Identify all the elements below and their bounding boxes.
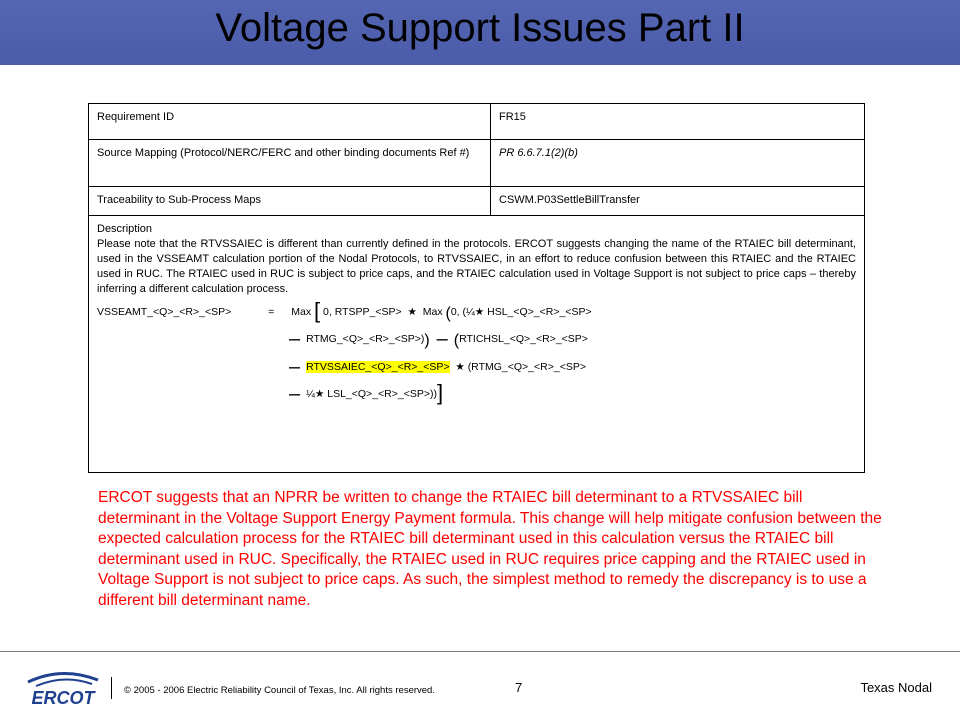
source-mapping-label: Source Mapping (Protocol/NERC/FERC and other binding documents Ref #) [89,140,491,187]
formula-line-3: – RTVSSAIEC_<Q>_<R>_<SP> ★ (RTMG_<Q>_<R>_<SP> [289,356,586,378]
rtvssaiec-highlight: RTVSSAIEC_<Q>_<R>_<SP> [306,361,450,373]
description-cell [89,216,865,473]
slide-title: Voltage Support Issues Part II [215,6,745,50]
copyright-text: © 2005 - 2006 Electric Reliability Council of Texas, Inc. All rights reserved. [124,685,435,696]
formula-line-2: – RTMG_<Q>_<R>_<SP>)) – (RTICHSL_<Q>_<R>_<SP> [289,328,588,350]
traceability-value: CSWM.P03SettleBillTransfer [491,187,865,216]
description-heading: Description [97,223,153,235]
formula-line-4: – ¼★ LSL_<Q>_<R>_<SP>))] [289,380,444,405]
requirement-id-label: Requirement ID [89,104,491,140]
footer-separator [111,677,112,699]
table-row [89,104,865,140]
footer-divider [0,651,960,652]
svg-text:ERCOT: ERCOT [31,688,95,708]
recommendation-note: ERCOT suggests that an NPRR be written to change the RTAIEC bill determinant to a RTVSSAIEC bill determinant in the Voltage Support Energy Payment formula. This change will help mitigate confusion between the expected calculation process for the RTAIEC bill determinant used in this calculation versus the RTAIEC bill determinant used in RUC. Specifically, the RTAIEC used in RUC requires price capping and the RTAIEC used in Voltage Support is not subject to price caps. As such, the simplest method to remedy the discrepancy is to use a different bill determinant name. [98,489,882,609]
formula-lhs: VSSEAMT_<Q>_<R>_<SP> [97,306,232,318]
requirement-id-value: FR15 [491,104,865,140]
requirements-table [88,103,865,473]
formula [97,298,856,423]
page-number: 7 [515,680,523,695]
description-text: Please note that the RTVSSAIEC is different than currently defined in the protocols. ERCOT suggests changing the name of the RTAIEC bill determinant, used in the VSSEAMT calculation portion of the Nodal Protocols, to RTVSSAIEC, in an effort to reduce confusion between this RTAIEC and the RTAIEC used in RUC. The RTAIEC used in RUC is subject to price caps, and the RTAIEC calculation used in Voltage Support is not subject to price caps – thereby inferring a different calculation process. [97,238,856,295]
table-row [89,140,865,187]
table-row [89,187,865,216]
source-mapping-value: PR 6.6.7.1(2)(b) [491,140,865,187]
organization-name: Texas Nodal [860,680,932,695]
traceability-label: Traceability to Sub-Process Maps [89,187,491,216]
table-row [89,216,865,473]
formula-line-1: VSSEAMT_<Q>_<R>_<SP> = Max [ 0, RTSPP_<SP> ★ Max (0, (¼★ HSL_<Q>_<R>_<SP> [97,298,592,323]
ercot-logo [22,668,104,710]
